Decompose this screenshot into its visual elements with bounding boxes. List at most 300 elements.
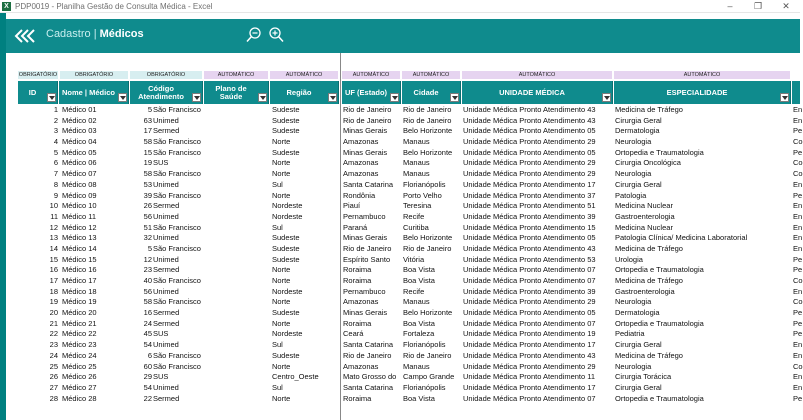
cell-uf[interactable]: Amazonas (343, 297, 379, 307)
cell-codigo[interactable]: 32 (143, 233, 152, 243)
cell-plano[interactable]: Unimed (153, 340, 179, 350)
cell-cidade[interactable]: Vitória (403, 254, 425, 264)
column-header-label: Cidade (413, 87, 439, 97)
cell-plano[interactable]: Sermed (153, 265, 180, 275)
filter-dropdown-icon[interactable] (450, 93, 459, 102)
cell-unidade[interactable]: Unidade Médica Pronto Atendimento 29 (463, 169, 596, 179)
cell-regiao[interactable]: Sudeste (272, 147, 300, 157)
cell-id[interactable]: 8 (53, 179, 58, 189)
cell-regiao[interactable]: Norte (272, 393, 291, 403)
cell-id[interactable]: 21 (49, 318, 58, 328)
cell-codigo[interactable]: 19 (143, 158, 152, 168)
cell-unidade[interactable]: Unidade Médica Pronto Atendimento 19 (463, 329, 596, 339)
cell-uf[interactable]: Rio de Janeiro (343, 243, 392, 253)
cell-uf[interactable]: Santa Catarina (343, 382, 394, 392)
cell-plano[interactable]: Unimed (153, 382, 179, 392)
cell-cidade[interactable]: Manaus (403, 169, 430, 179)
cell-regiao[interactable]: Sul (272, 340, 283, 350)
cell-regiao[interactable]: Sudeste (272, 254, 300, 264)
column-header-label: Região (286, 87, 312, 97)
cell-id[interactable]: 24 (49, 350, 58, 360)
cell-codigo[interactable]: 23 (143, 265, 152, 275)
cell-plano[interactable]: Sermed (153, 308, 180, 318)
cell-unidade[interactable]: Unidade Médica Pronto Atendimento 07 (463, 393, 596, 403)
cell-nome[interactable]: Médico 03 (62, 126, 97, 136)
cell-uf[interactable]: Amazonas (343, 137, 379, 147)
cell-unidade[interactable]: Unidade Médica Pronto Atendimento 05 (463, 233, 596, 243)
cell-regiao[interactable]: Nordeste (272, 286, 303, 296)
cell-plano[interactable]: SUS (153, 329, 169, 339)
cell-especialidade[interactable]: Medicina Nuclear (615, 222, 673, 232)
cell-id[interactable]: 16 (49, 265, 58, 275)
cell-especialidade[interactable]: Medicina de Tráfego (615, 350, 683, 360)
cell-extra[interactable]: En (793, 340, 803, 350)
filter-dropdown-icon[interactable] (192, 93, 201, 102)
cell-plano[interactable]: Sermed (153, 126, 180, 136)
cell-unidade[interactable]: Unidade Médica Pronto Atendimento 15 (463, 222, 596, 232)
cell-cidade[interactable]: Rio de Janeiro (403, 115, 452, 125)
cell-regiao[interactable]: Nordeste (272, 329, 303, 339)
cell-codigo[interactable]: 56 (143, 211, 152, 221)
cell-nome[interactable]: Médico 14 (62, 243, 97, 253)
cell-cidade[interactable]: Boa Vista (403, 276, 435, 285)
cell-uf[interactable]: Santa Catarina (343, 179, 394, 189)
cell-uf[interactable]: Rio de Janeiro (343, 105, 392, 114)
cell-uf[interactable]: Minas Gerais (343, 233, 388, 243)
cell-unidade[interactable]: Unidade Médica Pronto Atendimento 39 (463, 286, 596, 296)
cell-especialidade[interactable]: Cirurgia Oncológica (615, 158, 681, 168)
cell-extra[interactable]: Pe (793, 265, 803, 275)
cell-plano[interactable]: São Francisco (153, 105, 201, 114)
cell-id[interactable]: 18 (49, 286, 58, 296)
cell-nome[interactable]: Médico 15 (62, 254, 97, 264)
cell-nome[interactable]: Médico 25 (62, 361, 97, 371)
cell-especialidade[interactable]: Cirurgia Geral (615, 340, 662, 350)
cell-uf[interactable]: Pernambuco (343, 286, 386, 296)
cell-especialidade[interactable]: Gastroenterologia (615, 211, 675, 221)
cell-uf[interactable]: Roraima (343, 265, 372, 275)
cell-regiao[interactable]: Sudeste (272, 308, 300, 318)
cell-id[interactable]: 20 (49, 308, 58, 318)
cell-nome[interactable]: Médico 20 (62, 308, 97, 318)
cell-uf[interactable]: Minas Gerais (343, 126, 388, 136)
cell-id[interactable]: 4 (53, 137, 58, 147)
cell-extra[interactable]: Co (793, 361, 803, 371)
filter-dropdown-icon[interactable] (258, 93, 267, 102)
cell-uf[interactable]: Ceará (343, 329, 364, 339)
cell-extra[interactable]: En (793, 243, 803, 253)
cell-unidade[interactable]: Unidade Médica Pronto Atendimento 39 (463, 211, 596, 221)
cell-id[interactable]: 27 (49, 382, 58, 392)
cell-unidade[interactable]: Unidade Médica Pronto Atendimento 43 (463, 105, 596, 114)
cell-codigo[interactable]: 29 (143, 372, 152, 382)
cell-unidade[interactable]: Unidade Médica Pronto Atendimento 05 (463, 147, 596, 157)
cell-unidade[interactable]: Unidade Médica Pronto Atendimento 43 (463, 350, 596, 360)
cell-uf[interactable]: Amazonas (343, 361, 379, 371)
cell-uf[interactable]: Pernambuco (343, 211, 386, 221)
cell-uf[interactable]: Rio de Janeiro (343, 115, 392, 125)
cell-unidade[interactable]: Unidade Médica Pronto Atendimento 51 (463, 201, 596, 211)
cell-nome[interactable]: Médico 17 (62, 276, 97, 285)
cell-id[interactable]: 19 (49, 297, 58, 307)
cell-extra[interactable]: En (793, 286, 803, 296)
cell-unidade[interactable]: Unidade Médica Pronto Atendimento 05 (463, 308, 596, 318)
cell-nome[interactable]: Médico 01 (62, 105, 97, 114)
cell-especialidade[interactable]: Neurologia (615, 137, 652, 147)
cell-nome[interactable]: Médico 22 (62, 329, 97, 339)
cell-uf[interactable]: Amazonas (343, 158, 379, 168)
cell-cidade[interactable]: Boa Vista (403, 318, 435, 328)
cell-regiao[interactable]: Sul (272, 179, 283, 189)
cell-plano[interactable]: São Francisco (153, 147, 201, 157)
cell-plano[interactable]: Unimed (153, 286, 179, 296)
cell-cidade[interactable]: Rio de Janeiro (403, 350, 452, 360)
cell-uf[interactable]: Minas Gerais (343, 147, 388, 157)
cell-regiao[interactable]: Norte (272, 190, 291, 200)
cell-id[interactable]: 3 (53, 126, 58, 136)
cell-unidade[interactable]: Unidade Médica Pronto Atendimento 43 (463, 243, 596, 253)
cell-plano[interactable]: Unimed (153, 179, 179, 189)
cell-uf[interactable]: Paraná (343, 222, 368, 232)
cell-regiao[interactable]: Centro_Oeste (272, 372, 319, 382)
cell-nome[interactable]: Médico 28 (62, 393, 97, 403)
cell-plano[interactable]: Sermed (153, 201, 180, 211)
close-button[interactable]: ✕ (782, 1, 790, 11)
cell-codigo[interactable]: 60 (143, 361, 152, 371)
cell-especialidade[interactable]: Urologia (615, 254, 643, 264)
cell-extra[interactable]: Pe (793, 147, 803, 157)
table-row (0, 276, 803, 287)
cell-id[interactable]: 17 (49, 276, 58, 285)
cell-codigo[interactable]: 58 (143, 169, 152, 179)
cell-codigo[interactable]: 5 (147, 243, 152, 253)
cell-uf[interactable]: Espírito Santo (343, 254, 391, 264)
column-header-unidade (462, 81, 613, 104)
cell-cidade[interactable]: Manaus (403, 158, 430, 168)
cell-unidade[interactable]: Unidade Médica Pronto Atendimento 17 (463, 179, 596, 189)
cell-plano[interactable]: São Francisco (153, 276, 201, 285)
cell-id[interactable]: 14 (49, 243, 58, 253)
cell-extra[interactable]: En (793, 222, 803, 232)
cell-especialidade[interactable]: Cirurgia Geral (615, 382, 662, 392)
cell-unidade[interactable]: Unidade Médica Pronto Atendimento 37 (463, 190, 596, 200)
cell-especialidade[interactable]: Medicina de Tráfego (615, 276, 683, 285)
cell-regiao[interactable]: Norte (272, 318, 291, 328)
cell-cidade[interactable]: Manaus (403, 361, 430, 371)
cell-id[interactable]: 6 (53, 158, 58, 168)
cell-especialidade[interactable]: Cirurgia Geral (615, 179, 662, 189)
cell-plano[interactable]: São Francisco (153, 243, 201, 253)
cell-codigo[interactable]: 15 (143, 147, 152, 157)
cell-regiao[interactable]: Sudeste (272, 126, 300, 136)
cell-extra[interactable]: En (793, 105, 803, 114)
cell-extra[interactable]: Pe (793, 329, 803, 339)
column-header-codigo (130, 81, 203, 104)
cell-id[interactable]: 12 (49, 222, 58, 232)
cell-codigo[interactable]: 5 (147, 105, 152, 114)
cell-nome[interactable]: Médico 19 (62, 297, 97, 307)
cell-unidade[interactable]: Unidade Médica Pronto Atendimento 29 (463, 297, 596, 307)
cell-cidade[interactable]: Manaus (403, 297, 430, 307)
cell-unidade[interactable]: Unidade Médica Pronto Atendimento 29 (463, 361, 596, 371)
cell-codigo[interactable]: 54 (143, 340, 152, 350)
cell-cidade[interactable]: Porto Velho (403, 190, 442, 200)
cell-cidade[interactable]: Boa Vista (403, 393, 435, 403)
cell-nome[interactable]: Médico 02 (62, 115, 97, 125)
cell-extra[interactable]: En (793, 201, 803, 211)
cell-especialidade[interactable]: Patologia Clínica/ Medicina Laboratorial (615, 233, 748, 243)
cell-unidade[interactable]: Unidade Médica Pronto Atendimento 17 (463, 340, 596, 350)
cell-nome[interactable]: Médico 27 (62, 382, 97, 392)
cell-regiao[interactable]: Sudeste (272, 243, 300, 253)
maximize-button[interactable]: ❐ (753, 1, 763, 11)
cell-nome[interactable]: Médico 05 (62, 147, 97, 157)
cell-codigo[interactable]: 17 (143, 126, 152, 136)
cell-id[interactable]: 10 (49, 201, 58, 211)
cell-regiao[interactable]: Sudeste (272, 350, 300, 360)
minimize-button[interactable]: – (727, 1, 733, 11)
cell-id[interactable]: 9 (53, 190, 58, 200)
cell-unidade[interactable]: Unidade Médica Pronto Atendimento 29 (463, 137, 596, 147)
cell-unidade[interactable]: Unidade Médica Pronto Atendimento 29 (463, 158, 596, 168)
cell-cidade[interactable]: Belo Horizonte (403, 233, 453, 243)
cell-codigo[interactable]: 53 (143, 179, 152, 189)
cell-uf[interactable]: Rondônia (343, 190, 376, 200)
cell-extra[interactable]: En (793, 179, 803, 189)
cell-especialidade[interactable]: Neurologia (615, 297, 652, 307)
filter-dropdown-icon[interactable] (47, 93, 56, 102)
cell-regiao[interactable]: Sudeste (272, 105, 300, 114)
cell-regiao[interactable]: Norte (272, 297, 291, 307)
filter-dropdown-icon[interactable] (602, 93, 611, 102)
cell-nome[interactable]: Médico 13 (62, 233, 97, 243)
cell-plano[interactable]: São Francisco (153, 350, 201, 360)
cell-codigo[interactable]: 12 (143, 254, 152, 264)
cell-nome[interactable]: Médico 11 (62, 211, 97, 221)
cell-nome[interactable]: Médico 08 (62, 179, 97, 189)
cell-extra[interactable]: Co (793, 137, 803, 147)
cell-especialidade[interactable]: Cirurgia Torácica (615, 372, 672, 382)
cell-especialidade[interactable]: Medicina de Tráfego (615, 105, 683, 114)
cell-extra[interactable]: En (793, 211, 803, 221)
cell-cidade[interactable]: Florianópolis (403, 179, 446, 189)
cell-unidade[interactable]: Unidade Médica Pronto Atendimento 17 (463, 382, 596, 392)
zoom-in-icon[interactable] (268, 27, 284, 43)
cell-especialidade[interactable]: Dermatologia (615, 308, 660, 318)
cell-especialidade[interactable]: Neurologia (615, 169, 652, 179)
cell-regiao[interactable]: Norte (272, 137, 291, 147)
cell-especialidade[interactable]: Ortopedia e Traumatologia (615, 393, 704, 403)
cell-extra[interactable]: Pe (793, 318, 803, 328)
cell-id[interactable]: 28 (49, 393, 58, 403)
cell-nome[interactable]: Médico 09 (62, 190, 97, 200)
cell-cidade[interactable]: Belo Horizonte (403, 147, 453, 157)
cell-plano[interactable]: São Francisco (153, 297, 201, 307)
cell-especialidade[interactable]: Ortopedia e Traumatologia (615, 318, 704, 328)
cell-nome[interactable]: Médico 10 (62, 201, 97, 211)
cell-especialidade[interactable]: Dermatologia (615, 126, 660, 136)
cell-id[interactable]: 25 (49, 361, 58, 371)
cell-cidade[interactable]: Teresina (403, 201, 432, 211)
cell-especialidade[interactable]: Neurologia (615, 361, 652, 371)
cell-unidade[interactable]: Unidade Médica Pronto Atendimento 07 (463, 318, 596, 328)
cell-regiao[interactable]: Sudeste (272, 115, 300, 125)
cell-cidade[interactable]: Rio de Janeiro (403, 243, 452, 253)
cell-codigo[interactable]: 6 (147, 350, 152, 360)
cell-nome[interactable]: Médico 21 (62, 318, 97, 328)
cell-plano[interactable]: São Francisco (153, 361, 201, 371)
cell-nome[interactable]: Médico 07 (62, 169, 97, 179)
cell-nome[interactable]: Médico 18 (62, 286, 97, 296)
cell-cidade[interactable]: Curitiba (403, 222, 429, 232)
cell-regiao[interactable]: Nordeste (272, 201, 303, 211)
cell-unidade[interactable]: Unidade Médica Pronto Atendimento 53 (463, 254, 596, 264)
cell-regiao[interactable]: Norte (272, 265, 291, 275)
filter-dropdown-icon[interactable] (118, 93, 127, 102)
cell-regiao[interactable]: Sul (272, 222, 283, 232)
cell-id[interactable]: 23 (49, 340, 58, 350)
cell-especialidade[interactable]: Patologia (615, 190, 647, 200)
cell-codigo[interactable]: 54 (143, 382, 152, 392)
cell-especialidade[interactable]: Gastroenterologia (615, 286, 675, 296)
cell-uf[interactable]: Amazonas (343, 169, 379, 179)
cell-uf[interactable]: Mato Grosso do (343, 372, 397, 382)
cell-uf[interactable]: Piauí (343, 201, 361, 211)
cell-id[interactable]: 11 (50, 211, 58, 221)
cell-codigo[interactable]: 56 (143, 286, 152, 296)
cell-regiao[interactable]: Norte (272, 169, 291, 179)
cell-nome[interactable]: Médico 23 (62, 340, 97, 350)
cell-plano[interactable]: Unimed (153, 254, 179, 264)
cell-codigo[interactable]: 22 (143, 393, 152, 403)
cell-extra[interactable]: En (793, 372, 803, 382)
cell-plano[interactable]: Unimed (153, 115, 179, 125)
cell-cidade[interactable]: Recife (403, 211, 425, 221)
cell-regiao[interactable]: Sudeste (272, 233, 300, 243)
cell-codigo[interactable]: 40 (143, 276, 152, 285)
cell-codigo[interactable]: 26 (143, 201, 152, 211)
cell-codigo[interactable]: 58 (143, 137, 152, 147)
cell-cidade[interactable]: Florianópolis (403, 340, 446, 350)
cell-plano[interactable]: SUS (153, 372, 169, 382)
back-chevrons-icon[interactable] (14, 29, 36, 43)
cell-plano[interactable]: Unimed (153, 233, 179, 243)
cell-plano[interactable]: Sermed (153, 393, 180, 403)
cell-cidade[interactable]: Recife (403, 286, 425, 296)
cell-plano[interactable]: São Francisco (153, 222, 201, 232)
cell-cidade[interactable]: Fortaleza (403, 329, 435, 339)
cell-id[interactable]: 2 (53, 115, 58, 125)
cell-unidade[interactable]: Unidade Médica Pronto Atendimento 11 (463, 372, 596, 382)
cell-codigo[interactable]: 39 (143, 190, 152, 200)
cell-id[interactable]: 26 (49, 372, 58, 382)
cell-extra[interactable]: Pe (793, 126, 803, 136)
cell-nome[interactable]: Médico 04 (62, 137, 97, 147)
cell-regiao[interactable]: Norte (272, 276, 291, 285)
cell-uf[interactable]: Roraima (343, 276, 372, 285)
cell-plano[interactable]: Unimed (153, 211, 179, 221)
cell-extra[interactable]: Pe (793, 254, 803, 264)
cell-id[interactable]: 5 (53, 147, 58, 157)
cell-regiao[interactable]: Norte (272, 158, 291, 168)
cell-nome[interactable]: Médico 12 (62, 222, 97, 232)
cell-extra[interactable]: Co (793, 158, 803, 168)
cell-codigo[interactable]: 58 (143, 297, 152, 307)
cell-plano[interactable]: SUS (153, 158, 169, 168)
cell-extra[interactable]: En (793, 233, 803, 243)
cell-uf[interactable]: Roraima (343, 393, 372, 403)
cell-extra[interactable]: Co (793, 276, 803, 285)
cell-extra[interactable]: Pe (793, 393, 803, 403)
cell-id[interactable]: 15 (49, 254, 58, 264)
cell-cidade[interactable]: Manaus (403, 137, 430, 147)
cell-nome[interactable]: Médico 06 (62, 158, 97, 168)
cell-id[interactable]: 13 (49, 233, 58, 243)
cell-especialidade[interactable]: Medicina de Tráfego (615, 243, 683, 253)
cell-unidade[interactable]: Unidade Médica Pronto Atendimento 07 (463, 276, 596, 285)
filter-dropdown-icon[interactable] (780, 93, 789, 102)
cell-cidade[interactable]: Belo Horizonte (403, 308, 453, 318)
cell-plano[interactable]: São Francisco (153, 169, 201, 179)
cell-id[interactable]: 22 (49, 329, 58, 339)
cell-extra[interactable]: Pe (793, 190, 803, 200)
cell-regiao[interactable]: Norte (272, 361, 291, 371)
cell-uf[interactable]: Rio de Janeiro (343, 350, 392, 360)
cell-nome[interactable]: Médico 26 (62, 372, 97, 382)
cell-plano[interactable]: São Francisco (153, 190, 201, 200)
cell-codigo[interactable]: 51 (143, 222, 152, 232)
cell-uf[interactable]: Santa Catarina (343, 340, 394, 350)
cell-regiao[interactable]: Sul (272, 382, 283, 392)
cell-nome[interactable]: Médico 24 (62, 350, 97, 360)
cell-plano[interactable]: São Francisco (153, 137, 201, 147)
cell-uf[interactable]: Roraima (343, 318, 372, 328)
cell-extra[interactable]: En (793, 115, 803, 125)
cell-extra[interactable]: En (793, 350, 803, 360)
cell-codigo[interactable]: 16 (143, 308, 152, 318)
cell-cidade[interactable]: Belo Horizonte (403, 126, 453, 136)
cell-extra[interactable]: Co (793, 297, 803, 307)
cell-cidade[interactable]: Boa Vista (403, 265, 435, 275)
cell-cidade[interactable]: Florianópolis (403, 382, 446, 392)
cell-regiao[interactable]: Nordeste (272, 211, 303, 221)
filter-dropdown-icon[interactable] (390, 93, 399, 102)
cell-codigo[interactable]: 45 (143, 329, 152, 339)
cell-extra[interactable]: Pe (793, 308, 803, 318)
cell-id[interactable]: 7 (53, 169, 58, 179)
cell-especialidade[interactable]: Medicina Nuclear (615, 201, 673, 211)
cell-especialidade[interactable]: Cirurgia Geral (615, 115, 662, 125)
cell-unidade[interactable]: Unidade Médica Pronto Atendimento 05 (463, 126, 596, 136)
zoom-out-icon[interactable] (246, 27, 262, 43)
filter-dropdown-icon[interactable] (328, 93, 337, 102)
cell-codigo[interactable]: 63 (143, 115, 152, 125)
cell-unidade[interactable]: Unidade Médica Pronto Atendimento 07 (463, 265, 596, 275)
cell-uf[interactable]: Minas Gerais (343, 308, 388, 318)
cell-cidade[interactable]: Rio de Janeiro (403, 105, 452, 114)
cell-especialidade[interactable]: Pediatria (615, 329, 645, 339)
cell-extra[interactable]: En (793, 382, 803, 392)
cell-unidade[interactable]: Unidade Médica Pronto Atendimento 43 (463, 115, 596, 125)
cell-plano[interactable]: Sermed (153, 318, 180, 328)
cell-nome[interactable]: Médico 16 (62, 265, 97, 275)
cell-especialidade[interactable]: Ortopedia e Traumatologia (615, 265, 704, 275)
cell-extra[interactable]: Co (793, 169, 803, 179)
cell-id[interactable]: 1 (53, 105, 58, 114)
cell-cidade[interactable]: Campo Grande (403, 372, 455, 382)
cell-codigo[interactable]: 24 (143, 318, 152, 328)
cell-especialidade[interactable]: Ortopedia e Traumatologia (615, 147, 704, 157)
